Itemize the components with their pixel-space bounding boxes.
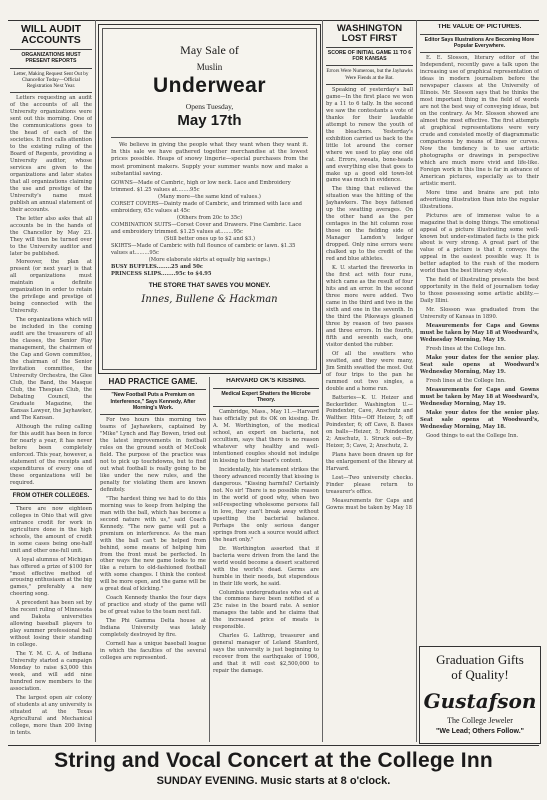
ad-item: (Still better ones up to $2 and $3.) (164, 236, 255, 243)
audit-paragraph: Moreover, the plan at present (or next year) is that all organizations must maintain a definite organization in order to retain the privilege and prestige of being connected with the University. (10, 259, 92, 315)
headline-other-colleges: FROM OTHER COLLEGES. (12, 493, 90, 500)
subhead-harvard: Medical Expert Shatters the Microbe Theory. (221, 390, 311, 404)
underwear-ad (98, 24, 321, 374)
notice: Make your dates for the senior play. Seat sale opens at Woodward's Wednesday Morning, May 19. (420, 355, 539, 375)
subhead-washington: SCORE OF INITIAL GAME 11 TO 6 FOR KANSAS (327, 49, 412, 63)
washington-paragraph: K. U. started the fireworks in the first act with four runs, which came as the result of four hits and an error. In the second three more were added. Two came in the third and two in the sixth and one in the seventh. In the third the Pikeways gleaned three by reason of two passes and three errors. In the fourth, fifth and seventh each, one visitor dented the rubber. (326, 265, 413, 348)
column-rule (95, 20, 96, 742)
harvard-paragraph: Cambridge, Mass., May 11.—Harvard has officially put its OK on kissing. Dr. A. M. Worthington, of the medical school, an expert on bacteria, not occultism, says that there is no reason whatever why healthy and well-intentioned couples should not indulge in kissing to their heart's content. (213, 409, 319, 465)
column-rule (416, 20, 417, 742)
colleges-paragraph: A loyal alumnus of Michigan has offered a prize of $100 for "most effective method of arousing enthusiasm at the big games," preferably a new cheering song. (10, 556, 92, 598)
colleges-paragraph: The largest open air colony of students at any university is situated at the Texas Agricultural and Mechanical college, more than 200 living in tents. (10, 694, 92, 736)
gift-line-2: of Quality! (451, 666, 509, 682)
footer-rule (8, 745, 539, 746)
ad-item: CORSET COVERS—Dainty made of Cambric, and trimmed with lace and embroidery, 65c values at 45c (111, 201, 303, 215)
ad-intro: We believe in giving the people what they want when they want it. In this sale we have gathered together merchandise at the lowest prices possible. Heaps of snowy lingerie—special purchases from the most prominent makers. Supply your summer wants now and make a substantial saving. (111, 142, 308, 177)
pictures-paragraph: More time and brains are put into advertising illustration than into the regular illustrations. (420, 189, 539, 210)
harvard-paragraph: Columbia undergraduates who eat at the commons have been notified of a 25c raise in the board rate. A senior manages the table and he claims that the increased price of meats is responsible. (213, 589, 319, 631)
gift-line-1: Graduation Gifts (436, 652, 524, 667)
audit-paragraph: The organizations which will be included in the coming audit are the treasurers of all the classes, the Senior Play management, the chairmen of the Cap and Gown committee, the chairman of the Senior Invitation committee, the University Orchestra, the Glee Club, the Band, the Masque Club, the Thespian Club, the Debating Council, the Graduate Magazine, the Kansas Lawyer, the Jayhawker, and The Kansan. (10, 317, 92, 421)
headline-practice: HAD PRACTICE GAME. (108, 378, 198, 386)
ad-line-2: Muslin (196, 62, 223, 72)
ad-item: PRINCESS SLIPS........95c to $4.95 (111, 271, 212, 278)
washington-paragraph: Batteries—K. U. Heizer and Beckerlider. Washington U.—Poindexter, Cave, Anschutz and Walther. Hits—Off Heizer, 5; off Poindexter, 6; off Cave, 8. Bases on balls—Heizer, 5; Poindexter, 2; Anschutz, 1. Struck out—By Heizer, 5; Cave, 2; Anschutz, 2. (326, 394, 413, 450)
column-washington (326, 24, 413, 742)
notice: Measurements for Caps and Gowns must be taken by May 18 at Woodward's, Wednesday Morning, May 19. (420, 323, 539, 344)
colleges-paragraph: A precedent has been set by the recent ruling of Minnesota and Dakota universities allowing baseball players to play summer professional ball without losing their standing in college. (10, 600, 92, 649)
headline-washington: WASHINGTON LOST FIRST (336, 24, 403, 44)
headline-pictures: THE VALUE OF PICTURES. (437, 24, 522, 30)
audit-paragraph: The letter also asks that all accounts be in the hands of the Chancellor by May 23. They will then be turned over to the University auditor and later be published. (10, 215, 92, 257)
footer-subline: SUNDAY EVENING. Music starts at 8 o'clock. (156, 775, 391, 787)
column-audit (10, 24, 92, 742)
practice-paragraph: For two hours this morning two teams of Jayhawkers, captained by "Mike" Lynch and Ray Bowen, tried out the latest improvements in football rules on the ground south of McCook field. The purpose of the practice was not to pick up touchdowns, but to find out what football is really going to be like under the new rules, and the penalty for violating them are known definitely. (100, 417, 206, 493)
pictures-paragraph: Pictures are of immense value to a magazine that is doing things. The emotional appeal of a picture illustrating some well-known but under-estimated facts is the pick about is very strong. A great part of the value of a picture is that it conveys the appeal in the easiest possible way. It is better adapted to the rush of the modern world than the best literary style. (420, 212, 539, 275)
harvard-paragraph: Dr. Worthington asserted that if bacteria were driven from the land the world would become a desert scattered with the world's dead. Germs are humble in their needs, but stupendous in their life work, he said. (213, 545, 319, 587)
top-rule (8, 20, 539, 21)
column-rule (209, 377, 210, 742)
colleges-paragraph: There are now eighteen colleges in Ohio that will give entrance credit for work in agriculture done in the high schools, the amount of credit in some cases being one-half unit and other one-full unit. (10, 505, 92, 554)
washington-paragraph: Measurements for Caps and Gowns must be taken by May 18 (326, 498, 413, 512)
brand-slogan: "We Lead; Others Follow." (436, 727, 524, 735)
washington-paragraph: Of all the swatters who swatted, and they were many, Jim Smith swatted the most. Out of four trips to the pan he rammed out two singles, a double and a home run. (326, 350, 413, 392)
ad-tagline: THE STORE THAT SAVES YOU MONEY. (148, 282, 271, 290)
gustafson-ad (419, 646, 541, 744)
practice-paragraph: Cornell has a unique baseball league in which the faculties of the several colleges are represented. (100, 641, 206, 662)
practice-paragraph: "The hardest thing we had to do this morning was to keep from helping the man with the ball, which has become a second nature with us," said Coach Kennedy. "The new game will put a premium on interference. As the man with the ball can't be helped from behind, some means of helping him from the front must be perfected. In other ways the new game looks to me like a return to old-fashioned football with some changes. I think the contest will be more open, and the game will be a great deal of kicking." (100, 495, 206, 593)
ad-item: (More elaborate skirts at equally big savings.) (148, 257, 271, 264)
column-harvard (213, 378, 319, 742)
column-rule (322, 20, 323, 742)
colleges-paragraph: The Y. M. C. A. of Indiana University started a campaign Monday to raise $3,000 this week, and will add nine hundred new members to the association. (10, 651, 92, 692)
harvard-paragraph: Charles G. Lathrop, treasurer and general manager of Leland Stanford, says the university is just beginning to recover from the earthquake of 1906, and that it will cost $2,500,000 to repair the damage. (213, 633, 319, 675)
washington-paragraph: Lost—Two university checks. Finder please return to treasurer's office. (326, 475, 413, 496)
pictures-paragraph: Mr. Slosson was graduated from the University of Kansas in 1890. (420, 307, 539, 321)
notice: Fresh lines at the College Inn. (426, 346, 506, 353)
ad-date: May 17th (177, 112, 242, 129)
subhead-practice: "New Football Puts a Premium on Interference," Says Kennedy, After Morning's Work. (110, 392, 196, 411)
washington-paragraph: The thing that relieved the situation was the hitting of the Jayhawkers. The boys fattened up the swatting averages. On the other hand as the per centages in the hit column rose those on the fielding side of Manager Lamdon's ledger dropped. Only nine errors were chalked up to the credit of the red and blue athletes. (326, 186, 413, 263)
audit-paragraph: Letters requesting an audit of the accounts of all the University organizations were sent out this morning. One of the communications goes to the head of each of the societies. It first calls attention to the existing ruling of the Board of Regents, providing a University auditor, whose services are given to the organizations and later states that all organizations claiming the use and prestige of the University's name must publish an annual statement of their accounts. (10, 95, 92, 213)
pictures-paragraph: The field of illustrating presents the best opportunity in the field of journalism today to those possessing some artistic ability.—Daily Illini. (420, 277, 539, 305)
ad-item: SKIRTS—Made of Cambric with full flounce of cambric or lawn. $1.35 values at.........95c (111, 243, 296, 257)
ad-line-1: May Sale of (180, 43, 239, 57)
ad-opens: Opens Tuesday, (185, 102, 234, 111)
subhead-pictures: Editor Says Illustrations Are Becoming More Popular Everywhere. (424, 36, 535, 50)
ad-item: (Many more—the same kind of values.) (158, 194, 261, 201)
pictures-paragraph: E. E. Slosson, literary editor of the Independent, recently gave a talk upon the increasing use of graphical representation of ideas in modern journalism before the newspaper classes at the University of Illinois. Mr. Slosson says that he thinks the most important thing in the field of words are not the best way of conveying ideas, but on the contrary. As Mr. Slosson showed are almost the most effective. The first attempts at graphical representations were very crude and consisted mostly of diagrammatic comparisons by means of lines or curves. Now the tendency is to use artistic photographs or drawings in perspective which are much more vivid and life-like. Foreign work in this line is far in advance of American pictures, especially as to their artistic merit. (420, 55, 539, 187)
footer-headline: String and Vocal Concert at the College Inn (54, 749, 493, 772)
practice-paragraph: The Phi Gamma Delta house at Indiana University was lately completely destroyed by fire. (100, 618, 206, 639)
subhead-washington-2: Errors Were Numerous, but the Jayhawks Were Fiends at the Bat. (326, 68, 413, 81)
notice: Fresh lines at the College Inn. (426, 377, 506, 384)
practice-paragraph: Coach Kennedy thanks the four days of practice and study of the game will be of great value to the team next fall. (100, 595, 206, 616)
ad-title: Underwear (152, 74, 267, 97)
ad-item: COMBINATION SUITS—Corset Cover and Drawers. Fine Cambric. Lace and embroidery trimmed. $1.25 values at........95c (111, 222, 302, 236)
subhead-audit-2: Letter, Making Request Sent Out by Chancellor Today—Official Registration Next Year. (13, 70, 89, 89)
audit-paragraph: Although the ruling calling for this audit has been in force for nearly a year, it has never before been completely enforced. This year, however, a statement of the receipts and expenditures of every one of these organizations will be required. (10, 423, 92, 486)
notice: Measurements for Caps and Gowns must be taken by May 18 at Woodward's, Wednesday Morning, May 19. (420, 386, 539, 407)
headline-audit: WILL AUDIT ACCOUNTS (20, 24, 82, 47)
brand-logo: Gustafson (423, 688, 537, 713)
harvard-paragraph: Incidentally, his statement strikes the theory advanced recently that kissing is dangerous. "Kissing harmful? Certainly not. No sir! There is no possible reason in the world of good why, when two self-respecting wholesome persons fall in love, they can't break away without upsetting the bacterial balance. Perhaps the only serious danger springs from such a source would affect the heart only." (213, 467, 319, 543)
notice: Good things to eat the College Inn. (426, 432, 519, 439)
column-pictures (420, 24, 539, 639)
ad-signature: Innes, Bullene & Hackman (141, 294, 278, 306)
headline-harvard: HARVARD OK'S KISSING. (226, 378, 306, 384)
notice: Make your dates for the senior play. Seat sale opens at Woodward's, Wednesday Morning, May 18. (420, 409, 539, 430)
column-practice (100, 378, 206, 742)
brand-role: The College Jeweler (447, 715, 513, 725)
ad-item: GOWNS—Made of Cambric, high or low neck. Lace and Embroidery trimmed. $1.25 values at........95c (111, 180, 291, 194)
subhead-audit: ORGANIZATIONS MUST PRESENT REPORTS (21, 52, 81, 65)
ad-item: BUSY BUFFLES........25 and 50c (111, 264, 204, 271)
washington-paragraph: Plans have been drawn up for the enlargement of the library at Harvard. (326, 452, 413, 473)
washington-paragraph: Speaking of yesterday's ball game—In the first place we won by a 11 to 6 tally. In the second we saw the contestants a vote of thanks for their laudable attempt to renew the youth of the bleachers. Yesterday's exhibition carried us back to the little lot around the corner where we used to play one old cat. Errors, sweats, bone-heads and everything else that goes to make up a good old town-lot game was much in evidence. (326, 86, 413, 184)
ad-item: (Others from 20c to 35c) (176, 215, 243, 222)
